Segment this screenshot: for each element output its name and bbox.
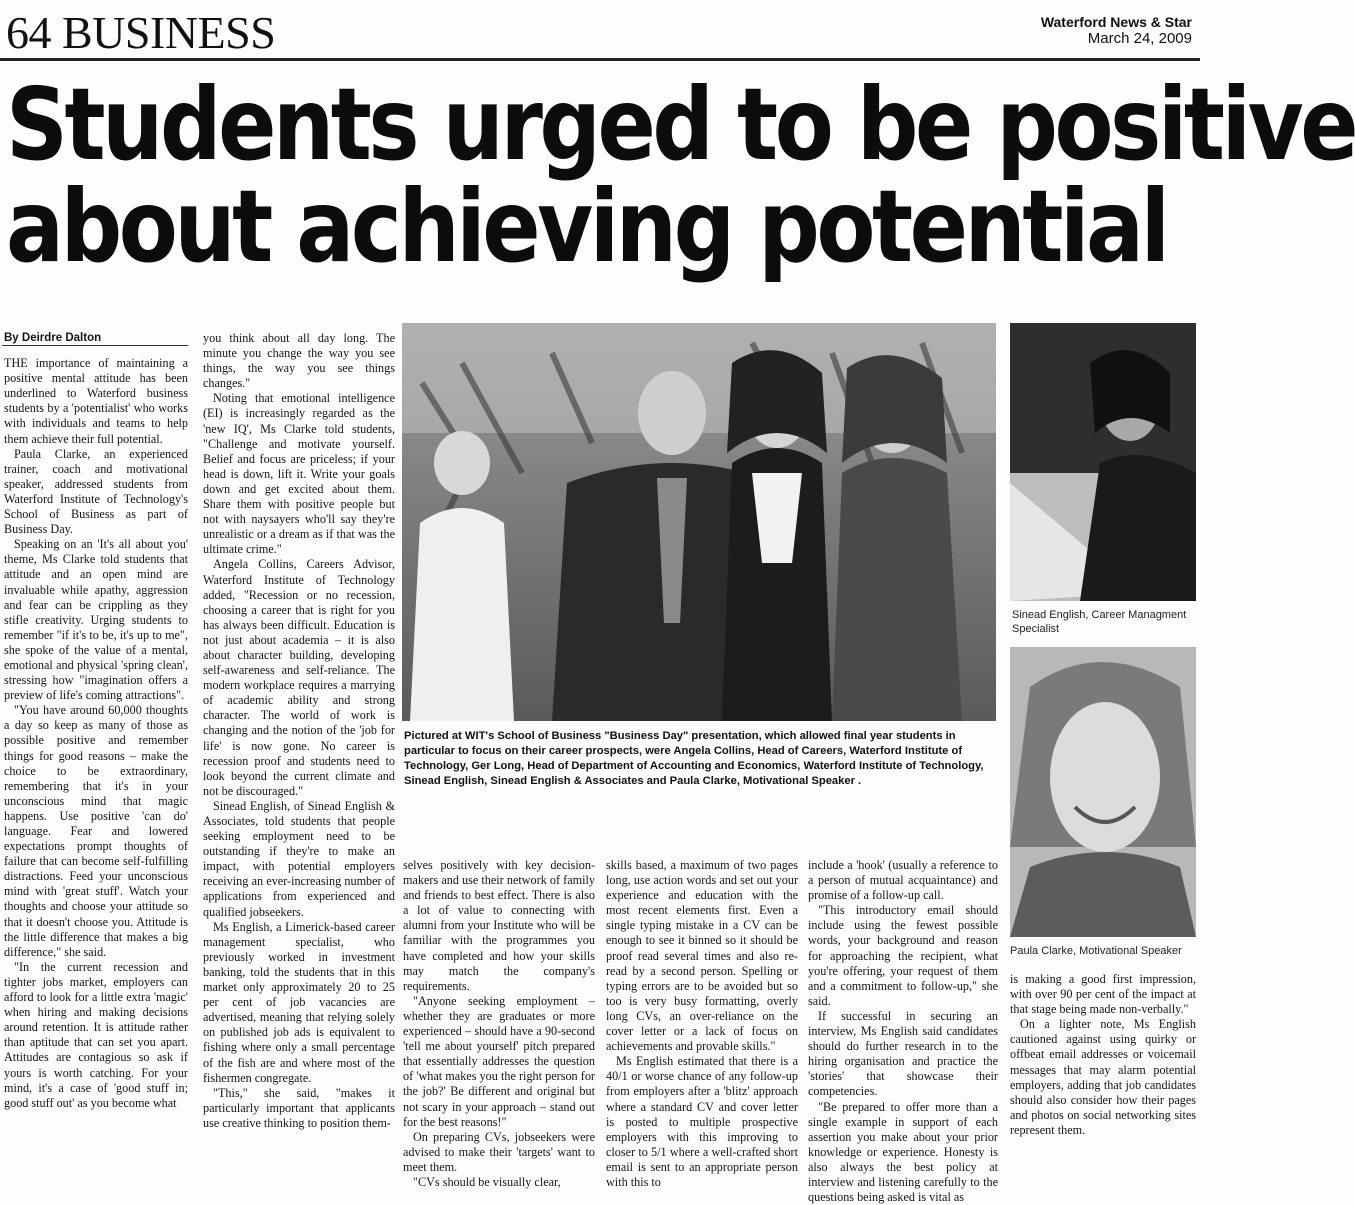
paragraph: If successful in securing an interview, Ms English said candidates should do further research in to the hiring organisation and practice the 'stories' that showcase their competencies. xyxy=(808,1009,998,1100)
paragraph: is making a good first impression, with over 90 per cent of the impact at that stage being made non-verbally." xyxy=(1010,972,1196,1017)
paragraph: Sinead English, of Sinead English & Associates, told students that people seeking employment need to be outstanding if they're to make an impact, with potential employers receiving an ever-increasing number of applications from experienced and qualified jobseekers. xyxy=(203,799,395,920)
paragraph: Ms English estimated that there is a 40/1 or worse chance of any follow-up from employers after a 'blitz' approach where a standard CV and cover letter is posted to multiple prospective employers with this improving to closer to 5/1 where a well-crafted short email is sent to an appropriate person with this to xyxy=(606,1054,798,1190)
section-title: 64 BUSINESS xyxy=(6,6,275,59)
paragraph: include a 'hook' (usually a reference to a person of mutual acquaintance) and promise of a follow-up call. xyxy=(808,858,998,903)
portrait-illustration xyxy=(1010,647,1196,937)
main-photo-caption: Pictured at WIT's School of Business "Business Day" presentation, which allowed final year students in particular to focus on their career prospects, were Angela Collins, Head of Careers, Waterford Institute of Technology, Ger Long, Head of Department of Accounting and Economics, Waterford Institute of Technology, Sinead English, Sinead English & Associates and Paula Clarke, Motivational Speaker . xyxy=(404,729,996,789)
group-photo-illustration xyxy=(402,323,996,721)
paragraph: Ms English, a Limerick-based career management specialist, who previously worked in investment banking, told the students that in this market only approximately 20 to 25 per cent of job vacancies are advertised, meaning that relying solely on published job ads is equivalent to fishing where only a small percentage of the fish are and where most of the fishermen congregate. xyxy=(203,920,395,1086)
publication-date: March 24, 2009 xyxy=(1041,30,1192,47)
paragraph: skills based, a maximum of two pages long, use action words and set out your experience and education with the most recent elements first. Even a single typing mistake in a CV can be enough to see it binned so it should be proof read several times and also re-read by a second person. Spelling or typing errors are to be avoided but so too is very busy formatting, overly long CVs, an over-reliance on the cover letter or a lack of focus on achievements and provable skills." xyxy=(606,858,798,1054)
paragraph: you think about all day long. The minute you change the way you see things, the way you see things changes." xyxy=(203,331,395,391)
paragraph: Paula Clarke, an experienced trainer, coach and motivational speaker, addressed students from Waterford Institute of Technology's School of Business as part of Business Day. xyxy=(4,447,188,538)
byline: By Deirdre Dalton xyxy=(4,331,188,346)
publication-name: Waterford News & Star xyxy=(1041,14,1192,30)
main-photo xyxy=(402,323,996,721)
side-photo-paula-clarke xyxy=(1010,647,1196,937)
headline-line-1: Students urged to be positive xyxy=(6,74,1029,176)
paragraph: "CVs should be visually clear, xyxy=(403,1175,595,1190)
side-photo-sinead-english xyxy=(1010,323,1196,601)
paragraph: "Anyone seeking employment – whether they are graduates or more experienced – should have a 90-second 'tell me about yourself' pitch prepared that essentially addresses the question of 'what makes you the right person for the job?' Be different and original but not scary in your approach – stand out for the best reasons!" xyxy=(403,994,595,1130)
paragraph: selves positively with key decision-makers and use their network of family and friends to best effect. There is also a lot of value to connecting with alumni from your Institute who will be familiar with the programmes you have completed and how your skills may match the company's requirements. xyxy=(403,858,595,994)
paragraph: THE importance of maintaining a positive mental attitude has been underlined to Waterford business students by a 'potentialist' who works with individuals and teams to help them achieve their full potential. xyxy=(4,356,188,447)
masthead xyxy=(6,4,1194,60)
paragraph: "This introductory email should include using the fewest possible words, your background and reason for approaching the recipient, what you're offering, your request of them and a commitment to follow-up," she said. xyxy=(808,903,998,1009)
paragraph: Angela Collins, Careers Advisor, Waterford Institute of Technology added, "Recession or no recession, choosing a career that is right for you has always been difficult. Education is not just about academia – it is also about character building, developing self-awareness and self-reliance. The modern workplace requires a marrying of academic ability and strong character. The world of work is changing and the notion of the 'job for life' is now gone. No career is recession proof and students need to look beyond the current climate and not be discouraged." xyxy=(203,557,395,799)
paragraph: "This," she said, "makes it particularly important that applicants use creative thinking to position them- xyxy=(203,1086,395,1131)
byline-rule xyxy=(2,345,188,346)
paragraph: "Be prepared to offer more than a single example in support of each assertion you make about your prior knowledge or experience. Honesty is also always the best policy at interview and listening carefully to the questions being asked is vital as xyxy=(808,1100,998,1205)
headline-line-2: about achieving potential xyxy=(6,176,1029,278)
side-photo-2-caption: Paula Clarke, Motivational Speaker xyxy=(1010,944,1196,958)
paragraph: Speaking on an 'It's all about you' theme, Ms Clarke told students that attitude and an open mind are invaluable while apathy, aggression and fear can be crippling as they stifle creativity. Urging students to remember "if it's to be, it's up to me", she spoke of the value of a mental, emotional and physical 'spring clean', stressing how "imagination offers a preview of life's coming attractions". xyxy=(4,537,188,703)
article-column-4 xyxy=(606,858,798,1190)
portrait-illustration xyxy=(1010,323,1196,601)
paragraph: On a lighter note, Ms English cautioned against using quirky or offbeat email addresses or voicemail messages that may alarm potential employers, adding that job candidates should also consider how their pages and photos on social networking sites represent them. xyxy=(1010,1017,1196,1138)
article-column-3 xyxy=(403,858,595,1190)
headline xyxy=(6,74,1029,278)
masthead-rule xyxy=(0,58,1200,61)
article-column-1 xyxy=(4,331,188,1111)
paragraph: "You have around 60,000 thoughts a day so keep as many of those as possible positive and remember things for good reasons – make the choice to be extraordinary, remembering that it's in your unconscious mind that magic happens. Use positive 'can do' language. Fear and lowered expectations prompt thoughts of failure that can become self-fulfilling distractions. Feed your unconscious mind with 'great stuff'. Watch your thoughts and choose your attitude so that it doesn't choose you. Attitude is the little difference that makes a big difference," she said. xyxy=(4,703,188,960)
paragraph: "In the current recession and tighter jobs market, employers can afford to look for a little extra 'magic' when hiring and making decisions around retention. It is attitude rather than aptitude that can set you apart. Attitudes are contagious so ask if yours is worth catching. For your mind, it's a case of 'good stuff in; good stuff out' as you become what xyxy=(4,960,188,1111)
paragraph: On preparing CVs, jobseekers were advised to make their 'targets' want to meet them. xyxy=(403,1130,595,1175)
article-column-6 xyxy=(1010,972,1196,1138)
publication-info xyxy=(1041,14,1192,47)
paragraph: Noting that emotional intelligence (EI) is increasingly regarded as the 'new IQ', Ms Clarke told students, "Challenge and motivate yourself. Belief and focus are priceless; if your head is down, lift it. Write your goals down and get excited about them. Share them with positive people but not with naysayers who'll say they're unrealistic or a dream as if that was the ultimate crime." xyxy=(203,391,395,557)
side-photo-1-caption: Sinead English, Career Managment Specialist xyxy=(1012,608,1196,636)
article-column-5 xyxy=(808,858,998,1205)
article-column-2 xyxy=(203,331,395,1131)
